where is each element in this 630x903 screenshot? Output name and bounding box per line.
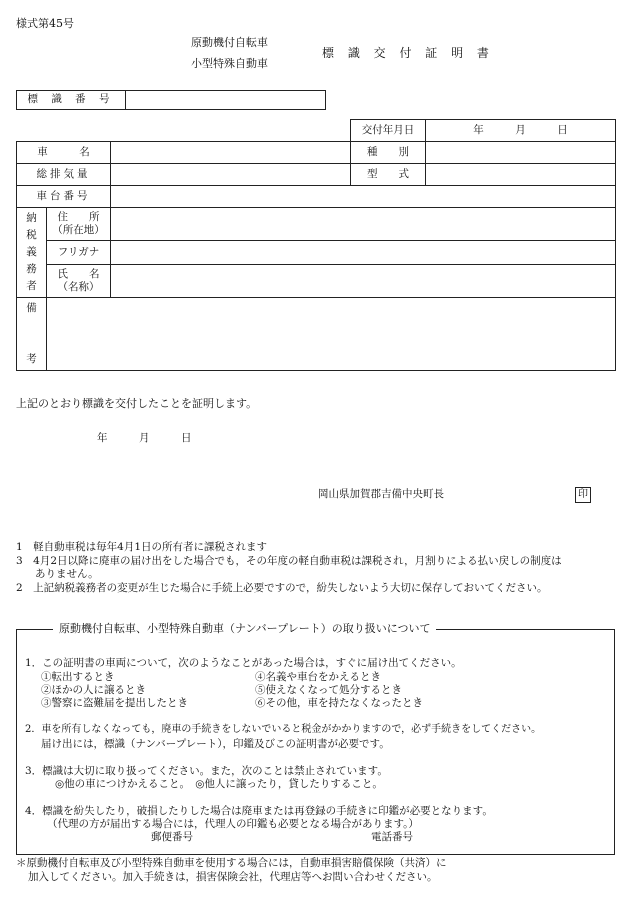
model-label: 型 式 <box>351 164 426 186</box>
taxpayer-label <box>17 208 47 298</box>
type-label: 種 別 <box>351 142 426 164</box>
furigana-field[interactable] <box>111 241 616 264</box>
remarks-label <box>17 298 47 371</box>
category-small-special: 小型特殊自動車 <box>191 57 268 70</box>
model-field[interactable] <box>426 164 616 186</box>
certification-statement: 上記のとおり標識を交付したことを証明します。 <box>16 397 258 410</box>
chassis-number-label: 車台番号 <box>17 186 111 208</box>
displacement-label: 総排気量 <box>17 164 111 186</box>
taxpayer-label-char: 義 <box>26 246 37 258</box>
taxpayer-label-char: 納 <box>26 212 37 224</box>
insurance-notice-detail: 加入してください。加入手続きは，損害保険会社，代理店等へお問い合わせください。 <box>28 871 438 883</box>
handling-item-3: 3．標識は大切に取り扱ってください。また，次のことは禁止されています。 <box>25 765 388 777</box>
taxpayer-label-char: 務 <box>26 263 37 275</box>
plate-number-field[interactable] <box>126 91 325 109</box>
remarks-label-top: 備 <box>26 302 37 314</box>
document-title: 標 識 交 付 証 明 書 <box>322 46 494 60</box>
handling-item-2-detail: 届け出には，標識（ナンバープレート），印鑑及びこの証明書が必要です。 <box>41 738 390 750</box>
note-line: 2 上記納税義務者の変更が生じた場合に手続上必要ですので，紛失しないよう大切に保存しておいてください。 <box>16 582 548 594</box>
vehicle-info-table <box>16 119 616 371</box>
taxpayer-label-char: 税 <box>26 229 37 241</box>
phone-number-label: 電話番号 <box>371 831 413 843</box>
vehicle-name-label: 車 名 <box>17 142 111 164</box>
handling-item-1: 1．この証明書の車両について，次のようなことがあった場合は，すぐに届け出てください。 <box>25 657 462 669</box>
vehicle-name-field[interactable] <box>111 142 351 164</box>
issue-date-field[interactable]: 年 月 日 <box>426 120 616 142</box>
note-line: ありません。 <box>35 568 99 580</box>
displacement-field[interactable] <box>111 164 351 186</box>
furigana-label: フリガナ <box>47 241 111 264</box>
handling-option: ③警察に盗難届を提出したとき <box>41 697 188 709</box>
form-code: 様式第45号 <box>16 17 74 30</box>
address-label <box>47 208 111 241</box>
remarks-field[interactable] <box>47 298 616 371</box>
note-line: 1 軽自動車税は毎年4月1日の所有者に課税されます <box>16 541 268 553</box>
handling-item-4-detail: （代理の方が届出する場合には，代理人の印鑑も必要となる場合があります。） <box>47 818 419 830</box>
chassis-number-field[interactable] <box>111 186 616 208</box>
handling-title: 原動機付自転車、小型特殊自動車（ナンバープレート）の取り扱いについて <box>53 622 436 636</box>
blank-cell <box>17 120 351 142</box>
handling-item-2: 2．車を所有しなくなっても，廃車の手続きをしないでいると税金がかかりますので，必ず手続きをしてください。 <box>25 724 542 735</box>
taxpayer-label-char: 者 <box>26 280 37 292</box>
address-label-line: 住 所 <box>57 211 100 224</box>
issue-date-label: 交付年月日 <box>351 120 426 142</box>
handling-option: ④名義や車台をかえるとき <box>255 671 381 683</box>
handling-item-3-detail: ◎他の車につけかえること。 ◎他人に譲ったり，貸したりすること。 <box>55 778 383 790</box>
type-field[interactable] <box>426 142 616 164</box>
category-moped: 原動機付自転車 <box>191 36 268 49</box>
handling-option: ⑤使えなくなって処分するとき <box>255 684 402 696</box>
name-field[interactable] <box>111 264 616 298</box>
remarks-label-bottom: 考 <box>26 353 37 366</box>
note-line: 3 4月2日以降に廃車の届け出をした場合でも，その年度の軽自動車税は課税され，月割りによる払い戻しの制度は <box>16 555 562 567</box>
handling-instructions-box <box>16 622 615 855</box>
name-label <box>47 264 111 298</box>
official-seal-mark: 印 <box>575 487 591 503</box>
plate-number-box <box>16 90 326 110</box>
insurance-notice: ＊原動機付自転車及び小型特殊自動車を使用する場合には，自動車損害賠償保険（共済）に <box>16 857 447 869</box>
issuer-name: 岡山県加賀郡吉備中央町長 <box>318 488 444 500</box>
handling-item-4: 4．標識を紛失したり，破損したりした場合は廃車または再登録の手続きに印鑑が必要となります。 <box>25 805 493 817</box>
plate-number-label: 標 識 番 号 <box>17 91 126 109</box>
name-label-line: （名称） <box>57 280 100 293</box>
name-label-line: 氏 名 <box>57 267 100 280</box>
postal-code-label: 郵便番号 <box>151 831 193 843</box>
handling-option: ②ほかの人に譲るとき <box>41 684 146 696</box>
handling-option: ⑥その他，車を持たなくなったとき <box>255 697 423 709</box>
handling-option: ①転出するとき <box>41 671 115 683</box>
address-field[interactable] <box>111 208 616 241</box>
certification-date: 年 月 日 <box>97 432 192 444</box>
address-label-line: （所在地） <box>52 224 105 237</box>
